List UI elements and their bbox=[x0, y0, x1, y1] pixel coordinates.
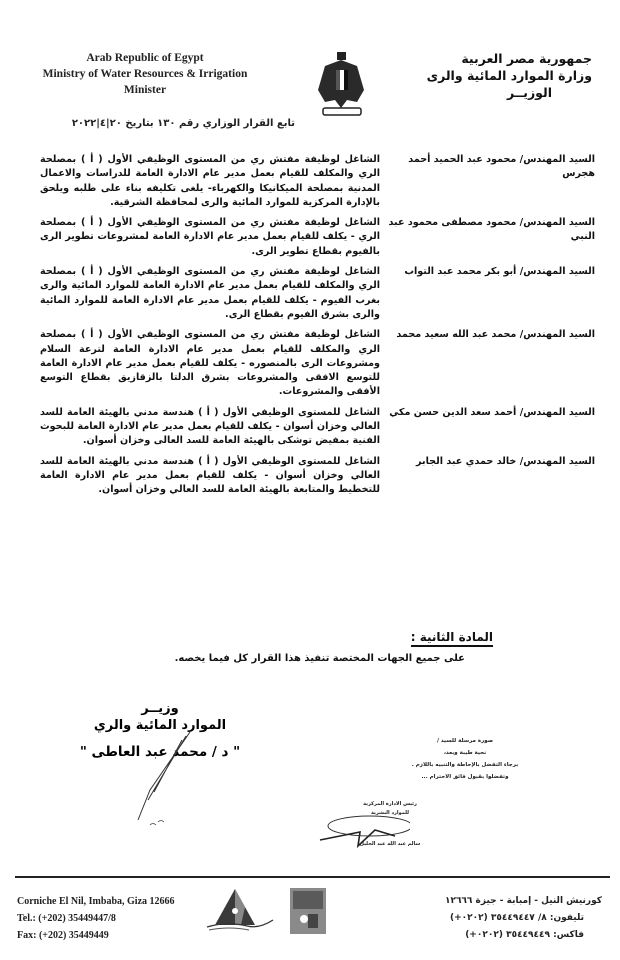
dept-line: رئيس الادارة المركزية bbox=[363, 801, 417, 807]
assignment-row bbox=[25, 216, 595, 259]
letterhead-ministry-ar: وزارة الموارد المائية والرى bbox=[426, 68, 592, 83]
assignment-row bbox=[25, 328, 595, 399]
decree-reference: تابع القرار الوزاري رقم ١٣٠ بتاريخ ٢٠|٤|٢٠٢٢ bbox=[71, 118, 295, 129]
footer-address-ar bbox=[445, 893, 602, 944]
minister-title-line2: الموارد المائية والري bbox=[93, 718, 227, 733]
assignment-description: الشاغل للمستوى الوظيفي الأول ( أ ) هندسة مدني بالهيئة العامة للسد العالي وخزان أسوان - يكلف للقيام بعمل مدير عام الادارة العامة للتخطيط والمتابعة بالهيئة العامة للسد العالي وخزان أسوان. bbox=[40, 455, 380, 496]
engineer-name: السيد المهندس/ محمود عبد الحميد أحمد هجرس bbox=[408, 154, 595, 179]
engineer-name: السيد المهندس/ خالد حمدي عبد الجابر bbox=[416, 455, 595, 467]
footer-divider bbox=[15, 876, 610, 878]
footer-fax-ar: فاكس: ٣٥٤٤٩٤٤٩ (٠٢٠٢+) bbox=[465, 930, 584, 940]
dept-signer-name: سالم عبد الله عبد الجليل bbox=[359, 841, 421, 847]
assignment-row bbox=[25, 406, 595, 449]
article-two-text: على جميع الجهات المختصة تنفيذ هذا القرار كل فيما يخصه. bbox=[174, 653, 465, 664]
cc-line: صورة مرسلة للسيد / bbox=[436, 738, 494, 744]
article-two-heading: المادة الثانية : bbox=[411, 630, 493, 647]
minister-name: " د / محمد عبد العاطى " bbox=[79, 744, 241, 760]
engineer-name: السيد المهندس/ أحمد سعد الدين حسن مكي bbox=[389, 406, 595, 418]
letterhead-office: Minister bbox=[123, 84, 167, 96]
assignment-row bbox=[25, 153, 595, 210]
letterhead-country: Arab Republic of Egypt bbox=[86, 52, 204, 64]
assignment-row bbox=[25, 265, 595, 322]
letterhead-country-ar: جمهورية مصر العربية bbox=[461, 51, 592, 66]
footer-address-ar-line: كورنيش النيل - إمبابة - جيزة ١٢٦٦٦ bbox=[444, 896, 602, 906]
handwritten-signature-icon bbox=[120, 730, 200, 840]
assignment-description: الشاغل لوظيفة مفتش ري من المستوى الوظيفي الأول ( أ ) بمصلحة الري والمكلف للقيام بعمل مدير عام الادارة العامة لترعة السلام ومشروعات الرى بالمنصوره - يكلف للقيام بعمل مدير عام الادارة العامة للتوسع الافقى والمشروعات بشرق الدلتا بالزقازيق بقطاع التوسع الأفقى والمشروعات. bbox=[40, 329, 380, 398]
assignment-description: الشاغل لوظيفة مفتش ري من المستوى الوظيفي الأول ( أ ) بمصلحة الري والمكلف للقيام بعمل مدير عام الادارة العامة للدراسات والاعمال المدنية بمصلحة الميكانيكا والكهرباء- يلغى تكليفه بناء على طلبه ويلحق بالإدارة المركزية للموارد المائية والرى لمحافظة الشرقية. bbox=[40, 154, 380, 208]
letterhead-ministry: Ministry of Water Resources & Irrigation bbox=[42, 68, 248, 80]
footer-fax: Fax: (+202) 35449449 bbox=[17, 930, 109, 941]
dept-line: للموارد البشرية bbox=[370, 810, 410, 816]
footer-tel: Tel.: (+202) 35449447/8 bbox=[17, 913, 116, 924]
copy-distribution-note bbox=[395, 735, 535, 783]
engineer-name: السيد المهندس/ محمود مصطفى محمود عبد النبي bbox=[388, 217, 595, 243]
cc-line: وتفضلوا بقبول فائق الاحترام ... bbox=[421, 774, 509, 780]
engineer-name: السيد المهندس/ محمد عبد الله سعيد محمد bbox=[396, 329, 595, 341]
hr-department-block bbox=[355, 800, 425, 849]
footer-address-en bbox=[17, 893, 175, 944]
letterhead-office-ar: الوزيــر bbox=[506, 85, 552, 100]
footer-address: Corniche El Nil, Imbaba, Giza 12666 bbox=[17, 896, 175, 907]
assignment-description: الشاغل لوظيفة مفتش ري من المستوى الوظيفي الأول ( أ ) بمصلحة الري - يكلف للقيام بعمل مدير عام الادارة العامة لمشروعات تطوير الرى بالفيوم بقطاع تطوير الرى. bbox=[40, 217, 380, 257]
minister-title-line1: وزيــر bbox=[141, 701, 179, 716]
cc-line: برجاء التفضل بالإحاطة والتنبيه باللازم . bbox=[411, 762, 519, 768]
assignment-row bbox=[25, 455, 595, 498]
assignment-description: الشاغل لوظيفة مفتش ري من المستوى الوظيفي الأول ( أ ) بمصلحة الري والمكلف للقيام بعمل مدير عام الادارة العامة للموارد المائية والرى بغرب الفيوم - يكلف للقيام بعمل مدير عام الادارة العامة للموارد المائية والرى بشرق الفيوم بقطاع الرى. bbox=[40, 266, 380, 320]
footer-tel-ar: تليفون: ٨/ ٣٥٤٤٩٤٤٧ (٠٢٠٢+) bbox=[449, 913, 584, 923]
eagle-emblem-icon bbox=[315, 50, 369, 120]
engineer-name: السيد المهندس/ أبو بكر محمد عبد التواب bbox=[404, 266, 595, 278]
pyramid-logo-icon bbox=[205, 887, 275, 932]
cc-line: نحية طيبة وبعد، bbox=[443, 750, 487, 756]
assignment-description: الشاغل للمستوى الوظيفي الأول ( أ ) هندسة مدني بالهيئة العامة للسد العالي وخزان أسوان - يكلف للقيام بعمل مدير عام الادارة العامة للبحوث الفنية بمفيض توشكى بالهيئة العامة للسد العالى وخزان أسوان. bbox=[40, 406, 380, 447]
english-letterhead bbox=[20, 50, 270, 98]
seal-stamp-icon bbox=[290, 888, 326, 934]
assignments-list bbox=[25, 153, 595, 504]
arabic-letterhead bbox=[392, 50, 592, 101]
